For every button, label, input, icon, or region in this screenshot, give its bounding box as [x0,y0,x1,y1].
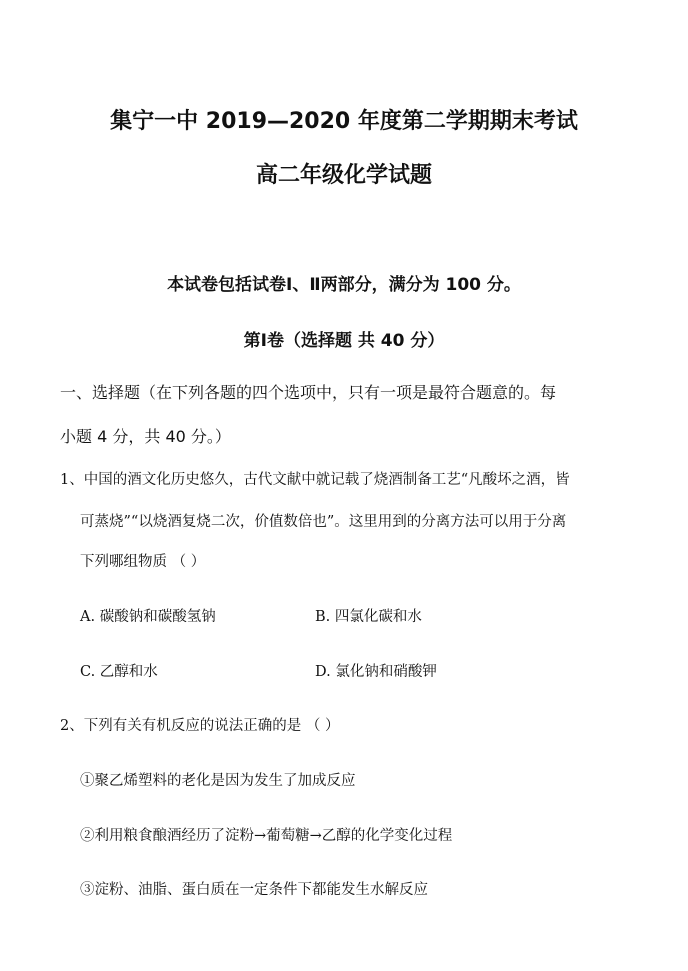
question1-line3: 下列哪组物质 （ ） [80,554,206,570]
volume1-heading: 第Ⅰ卷（选择题 共 40 分） [243,331,445,351]
exam-subtitle: 高二年级化学试题 [255,163,432,188]
question1-option-d: D. 氯化钠和硝酸钾 [315,664,437,680]
question2-statement-3: ③淀粉、油脂、蛋白质在一定条件下都能发生水解反应 [80,882,428,898]
section1-instruction-line2: 小题 4 分，共 40 分。） [60,427,231,446]
question1-option-c: C. 乙醇和水 [80,664,158,680]
question2-statement-2: ②利用粮食酿酒经历了淀粉→葡萄糖→乙醇的化学变化过程 [80,828,453,844]
question1-option-b: B. 四氯化碳和水 [315,609,422,625]
question1-line1: 1、中国的酒文化历史悠久，古代文献中就记载了烧酒制备工艺“凡酸坏之酒，皆 [60,472,570,488]
question1-option-a: A. 碳酸钠和碳酸氢钠 [80,609,216,625]
exam-title: 集宁一中 2019—2020 年度第二学期期末考试 [110,109,578,134]
paper-composition: 本试卷包括试卷Ⅰ、Ⅱ两部分，满分为 100 分。 [167,275,521,295]
question2-stem: 2、下列有关有机反应的说法正确的是 （ ） [60,718,340,734]
section1-instruction-line1: 一、选择题（在下列各题的四个选项中，只有一项是最符合题意的。每 [60,383,557,402]
question1-line2: 可蒸烧”“以烧酒复烧二次，价值数倍也”。这里用到的分离方法可以用于分离 [80,514,567,530]
question2-statement-1: ①聚乙烯塑料的老化是因为发生了加成反应 [80,773,356,789]
